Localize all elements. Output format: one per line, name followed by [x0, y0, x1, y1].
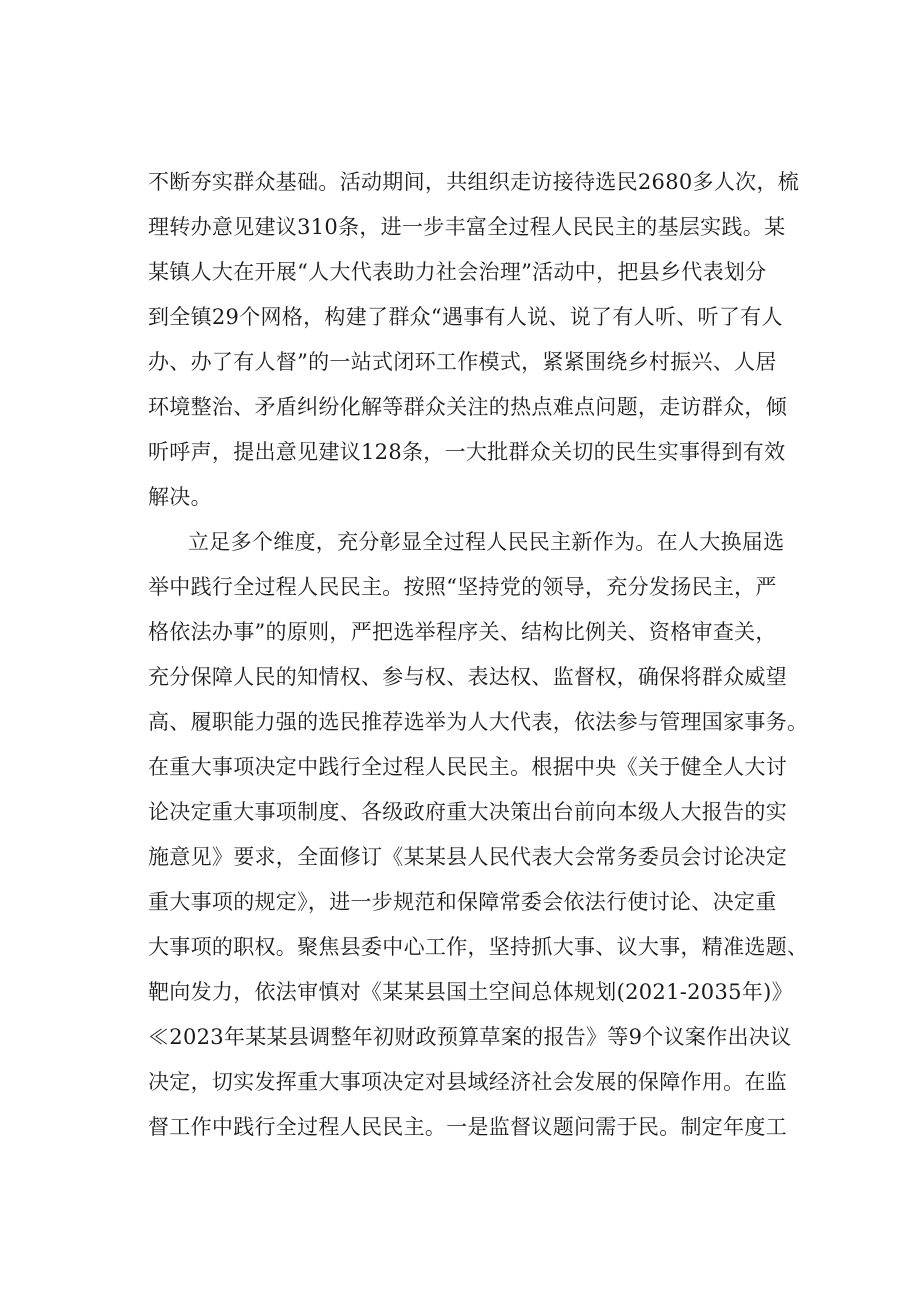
text-line: 在重大事项决定中践行全过程人民民主。根据中央《关于健全人大讨: [148, 755, 787, 779]
text-line: 环境整治、矛盾纠纷化解等群众关注的热点难点问题，走访群众，倾: [148, 395, 787, 419]
paragraph-first-line: 立足多个维度，充分彰显全过程人民民主新作为。在人大换届选: [188, 530, 785, 554]
text-line: 督工作中践行全过程人民民主。一是监督议题问需于民。制定年度工: [148, 1115, 787, 1139]
text-line: 决定，切实发挥重大事项决定对县域经济社会发展的保障作用。在监: [148, 1070, 787, 1094]
text-line: 某镇人大在开展“人大代表助力社会治理”活动中，把县乡代表划分: [148, 260, 767, 284]
text-line: 大事项的职权。聚焦县委中心工作，坚持抓大事、议大事，精准选题、: [148, 935, 809, 959]
text-line: 听呼声，提出意见建议128条，一大批群众关切的民生实事得到有效: [148, 440, 786, 464]
text-line: 办、办了有人督”的一站式闭环工作模式，紧紧围绕乡村振兴、人居: [148, 350, 777, 374]
text-line: 理转办意见建议310条，进一步丰富全过程人民民主的基层实践。某: [148, 215, 786, 239]
text-line: 到全镇29个网格，构建了群众“遇事有人说、说了有人听、听了有人: [148, 305, 783, 329]
text-line: 格依法办事”的原则，严把选举程序关、结构比例关、资格审查关，: [148, 620, 777, 644]
text-line: 论决定重大事项制度、各级政府重大决策出台前向本级人大报告的实: [148, 800, 787, 824]
text-line: 施意见》要求，全面修订《某某县人民代表大会常务委员会讨论决定: [148, 845, 787, 869]
text-line: ≪2023年某某县调整年初财政预算草案的报告》等9个议案作出决议: [148, 1025, 792, 1049]
text-line: 举中践行全过程人民民主。按照“坚持党的领导，充分发扬民主，严: [148, 575, 777, 599]
text-line: 靶向发力，依法审慎对《某某县国土空间总体规划(2021-2035年)》: [148, 980, 793, 1004]
body-text: [148, 160, 808, 1150]
text-line: 不断夯实群众基础。活动期间，共组织走访接待选民2680多人次，梳: [148, 170, 800, 194]
text-line: 重大事项的规定》，进一步规范和保障常委会依法行使讨论、决定重: [148, 890, 777, 914]
text-line: 高、履职能力强的选民推荐选举为人大代表，依法参与管理国家事务。: [148, 710, 809, 734]
text-line: 解决。: [148, 485, 212, 509]
text-line: 充分保障人民的知情权、参与权、表达权、监督权，确保将群众威望: [148, 665, 787, 689]
